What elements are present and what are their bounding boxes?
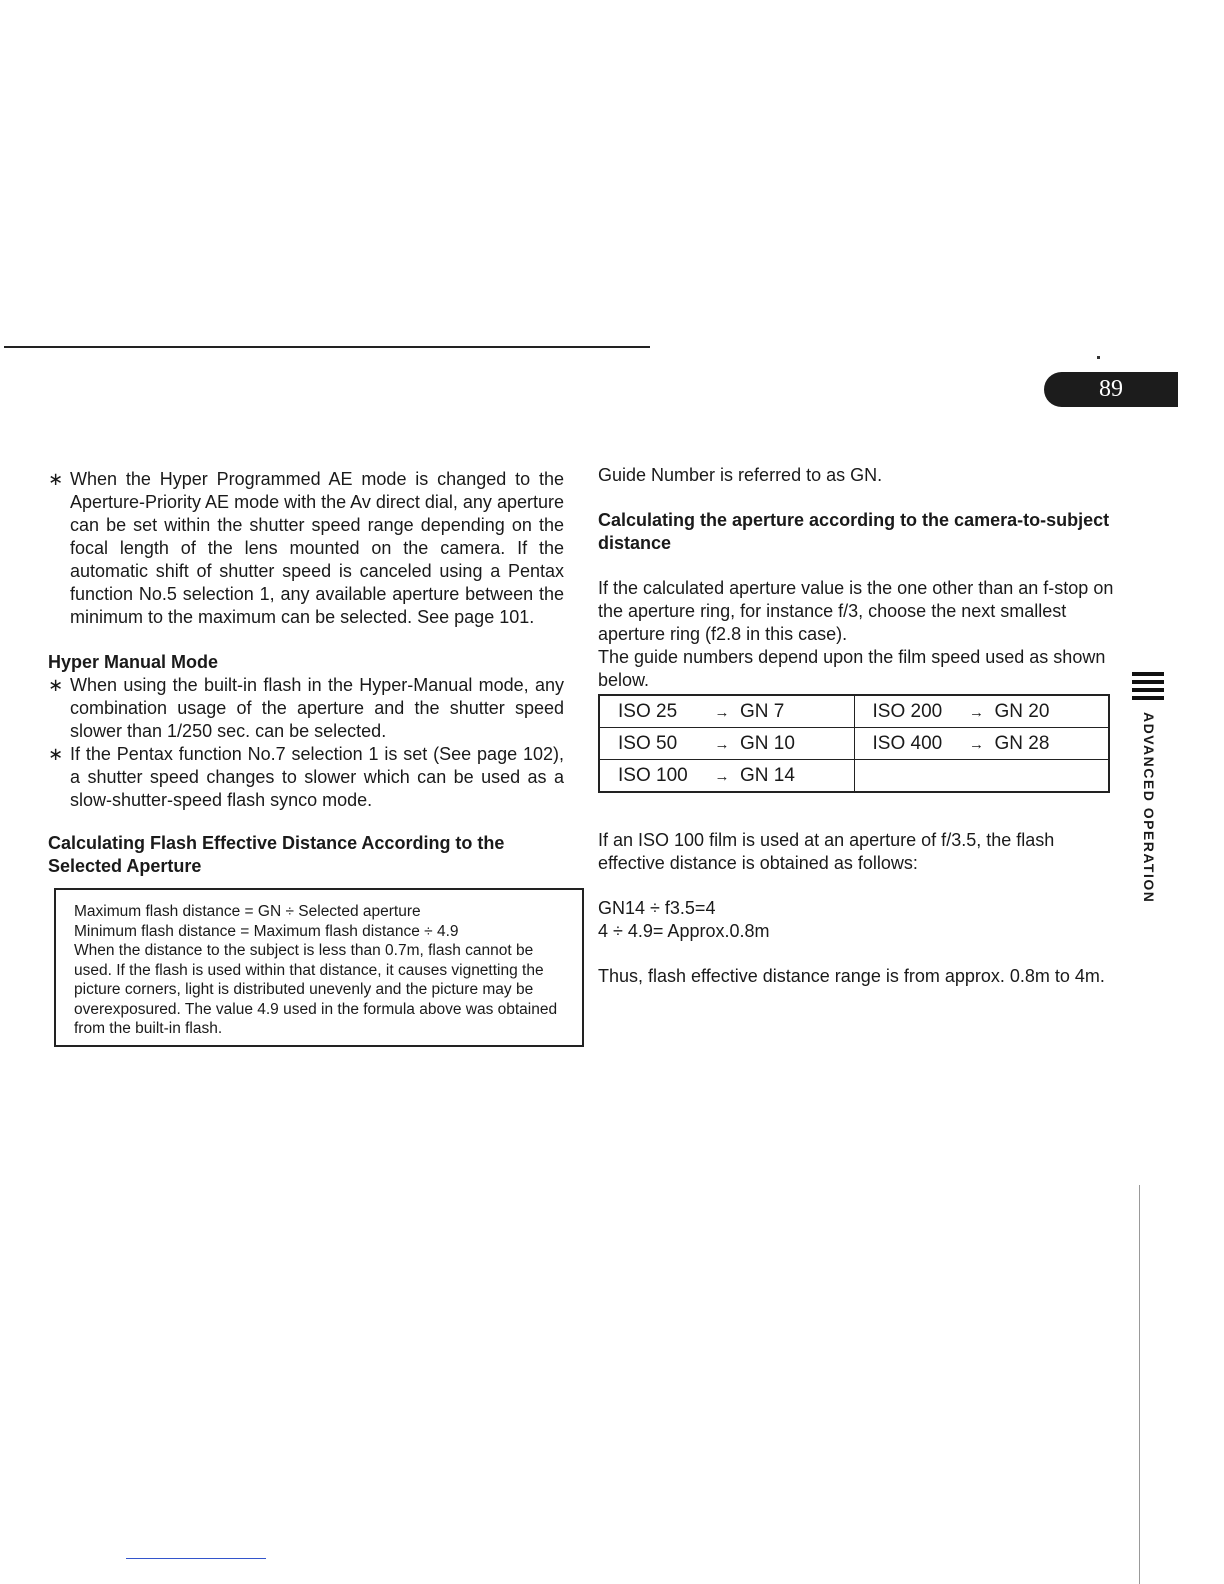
paragraph-guide-numbers: The guide numbers depend upon the film speed used as shown below.	[598, 647, 1106, 690]
formula-note: When the distance to the subject is less than 0.7m, flash cannot be used. If the flash is used within that distance, it causes vignetting the picture corners, light is distributed unevenly and the picture may be overexposured. The value 4.9 used in the formula above was obtained from the built-in flash.	[74, 942, 558, 1037]
right-arrow-icon: →	[714, 735, 730, 753]
paragraph-conclusion: Thus, flash effective distance range is from approx. 0.8m to 4m.	[598, 966, 1105, 986]
formula-box	[54, 888, 584, 1047]
bullet-built-in-flash: ∗ When using the built-in flash in the Hyper-Manual mode, any combination usage of the aperture and the shutter speed slower than 1/250 sec. can be selected.	[48, 675, 564, 741]
footer-line	[126, 1558, 266, 1559]
asterisk-bullet-icon: ∗	[48, 744, 64, 764]
right-column	[598, 464, 1118, 988]
page-edge-line	[1139, 1185, 1140, 1584]
side-tab-label: ADVANCED OPERATION	[1141, 712, 1157, 904]
table-cell: ISO 100 → GN 14	[599, 760, 854, 793]
calculation-line-2: 4 ÷ 4.9= Approx.0.8m	[598, 921, 770, 941]
gn-intro: Guide Number is referred to as GN.	[598, 465, 883, 485]
formula-max-distance: Maximum flash distance = GN ÷ Selected aperture	[74, 903, 421, 920]
calculation-line-1: GN14 ÷ f3.5=4	[598, 898, 716, 918]
asterisk-bullet-icon: ∗	[48, 675, 64, 695]
bullet-pentax-function-7: ∗ If the Pentax function No.7 selection 1 is set (See page 102), a shutter speed changes to slower which can be used as a slow-shutter-speed flash synco mode.	[48, 744, 564, 810]
table-cell: ISO 200 → GN 20	[854, 695, 1109, 728]
table-row	[599, 695, 1109, 728]
asterisk-bullet-icon: ∗	[48, 469, 64, 489]
right-arrow-icon: →	[969, 735, 984, 753]
iso-gn-table	[598, 694, 1110, 793]
section-heading-flash-distance: Calculating Flash Effective Distance According to the Selected Aperture	[48, 833, 505, 876]
top-rule	[4, 346, 650, 348]
right-arrow-icon: →	[969, 703, 984, 721]
bullet-av-dial: ∗ When the Hyper Programmed AE mode is changed to the Aperture-Priority AE mode with the Av direct dial, any aperture can be set within the shutter speed range depending on the focal length of the lens mounted on the camera. If the automatic shift of shutter speed is canceled using a Pentax function No.5 selection 1, any available aperture between the minimum to the maximum can be selected. See page 101.	[48, 469, 564, 627]
paragraph-example: If an ISO 100 film is used at an aperture of f/3.5, the flash effective distance is obtained as follows:	[598, 830, 1055, 873]
table-row	[599, 760, 1109, 793]
paragraph-f-stop: If the calculated aperture value is the one other than an f-stop on the aperture ring, for instance f/3, choose the next smallest aperture ring (f2.8 in this case).	[598, 578, 1114, 644]
table-cell: ISO 50 → GN 10	[599, 728, 854, 760]
section-tab-marker-icon	[1132, 672, 1178, 712]
right-arrow-icon: →	[714, 767, 730, 785]
page-number-badge: 89	[1044, 372, 1178, 407]
table-cell: ISO 25 → GN 7	[599, 695, 854, 728]
table-cell-empty	[854, 760, 1109, 793]
ink-dot	[1097, 356, 1100, 359]
section-heading-hyper-manual: Hyper Manual Mode	[48, 652, 219, 672]
section-heading-aperture-calc: Calculating the aperture according to the camera-to-subject distance	[598, 510, 1110, 553]
table-row	[599, 728, 1109, 760]
table-cell: ISO 400 → GN 28	[854, 728, 1109, 760]
formula-min-distance: Minimum flash distance = Maximum flash distance ÷ 4.9	[74, 922, 459, 940]
right-arrow-icon: →	[714, 703, 730, 721]
left-column	[48, 468, 564, 1047]
